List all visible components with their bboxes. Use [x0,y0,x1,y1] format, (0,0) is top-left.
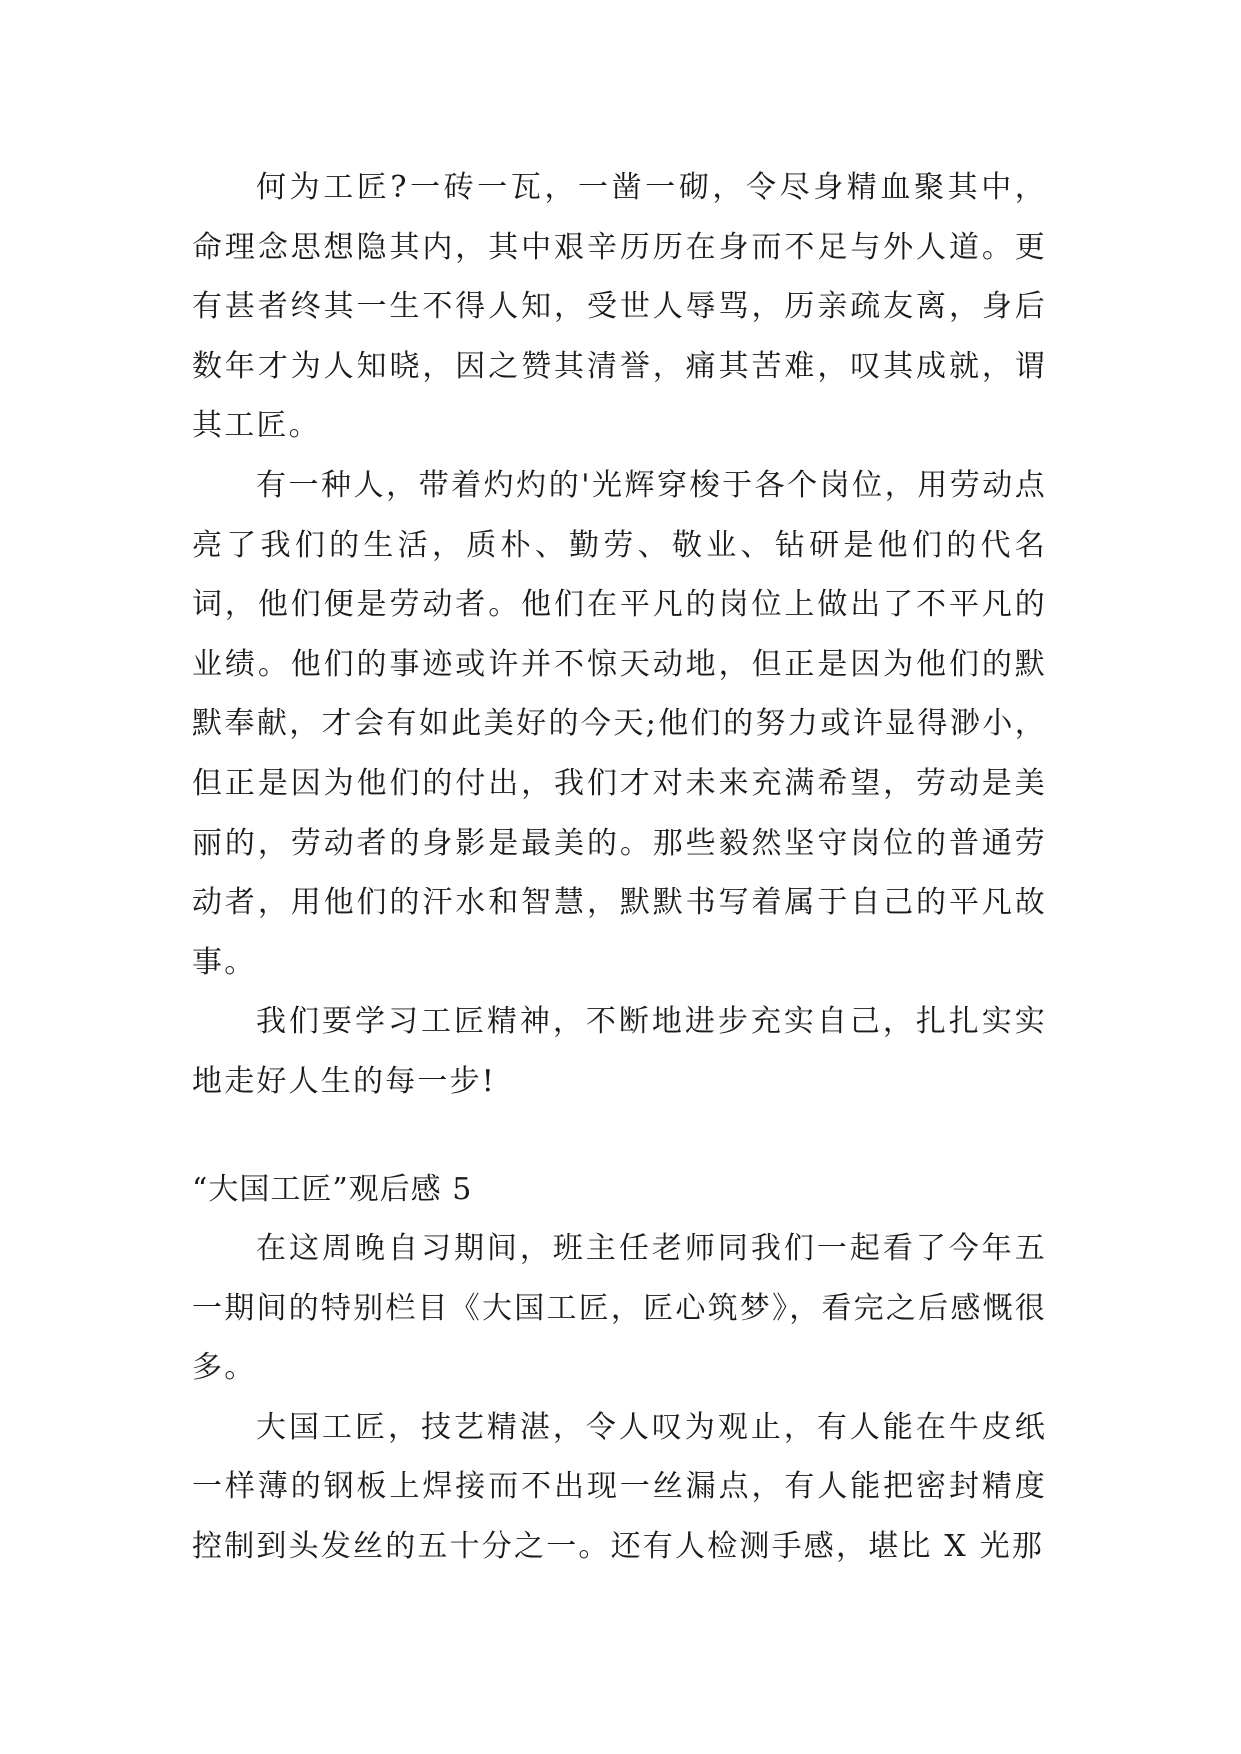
document-body [192,158,1047,1577]
section-heading: “大国工匠”观后感 5 [192,1171,473,1207]
paragraph-skills: 大国工匠，技艺精湛，令人叹为观止，有人能在牛皮纸一样薄的钢板上焊接而不出现一丝漏点，有人能把密封精度控制到头发丝的五十分之一。还有人检测手感，堪比 X 光那 [192,1409,1047,1565]
paragraph-craftsman-definition: 何为工匠?一砖一瓦，一凿一砌，令尽身精血聚其中，命理念思想隐其内，其中艰辛历历在身而不足与外人道。更有甚者终其一生不得人知，受世人辱骂，历亲疏友离，身后数年才为人知晓，因之赞其清誉，痛其苦难，叹其成就，谓其工匠。 [192,170,1047,444]
paragraph-laborers: 有一种人，带着灼灼的'光辉穿梭于各个岗位，用劳动点亮了我们的生活，质朴、勤劳、敬业、钻研是他们的代名词，他们便是劳动者。他们在平凡的岗位上做出了不平凡的业绩。他们的事迹或许并不惊天动地，但正是因为他们的默默奉献，才会有如此美好的今天;他们的努力或许显得渺小，但正是因为他们的付出，我们才对未来充满希望，劳动是美丽的，劳动者的身影是最美的。那些毅然坚守岗位的普通劳动者，用他们的汗水和智慧，默默书写着属于自己的平凡故事。 [192,467,1047,980]
paragraph-evening-study: 在这周晚自习期间，班主任老师同我们一起看了今年五一期间的特别栏目《大国工匠，匠心筑梦》，看完之后感慨很多。 [192,1231,1047,1386]
paragraph-learn-spirit: 我们要学习工匠精神，不断地进步充实自己，扎扎实实地走好人生的每一步! [192,1004,1047,1099]
